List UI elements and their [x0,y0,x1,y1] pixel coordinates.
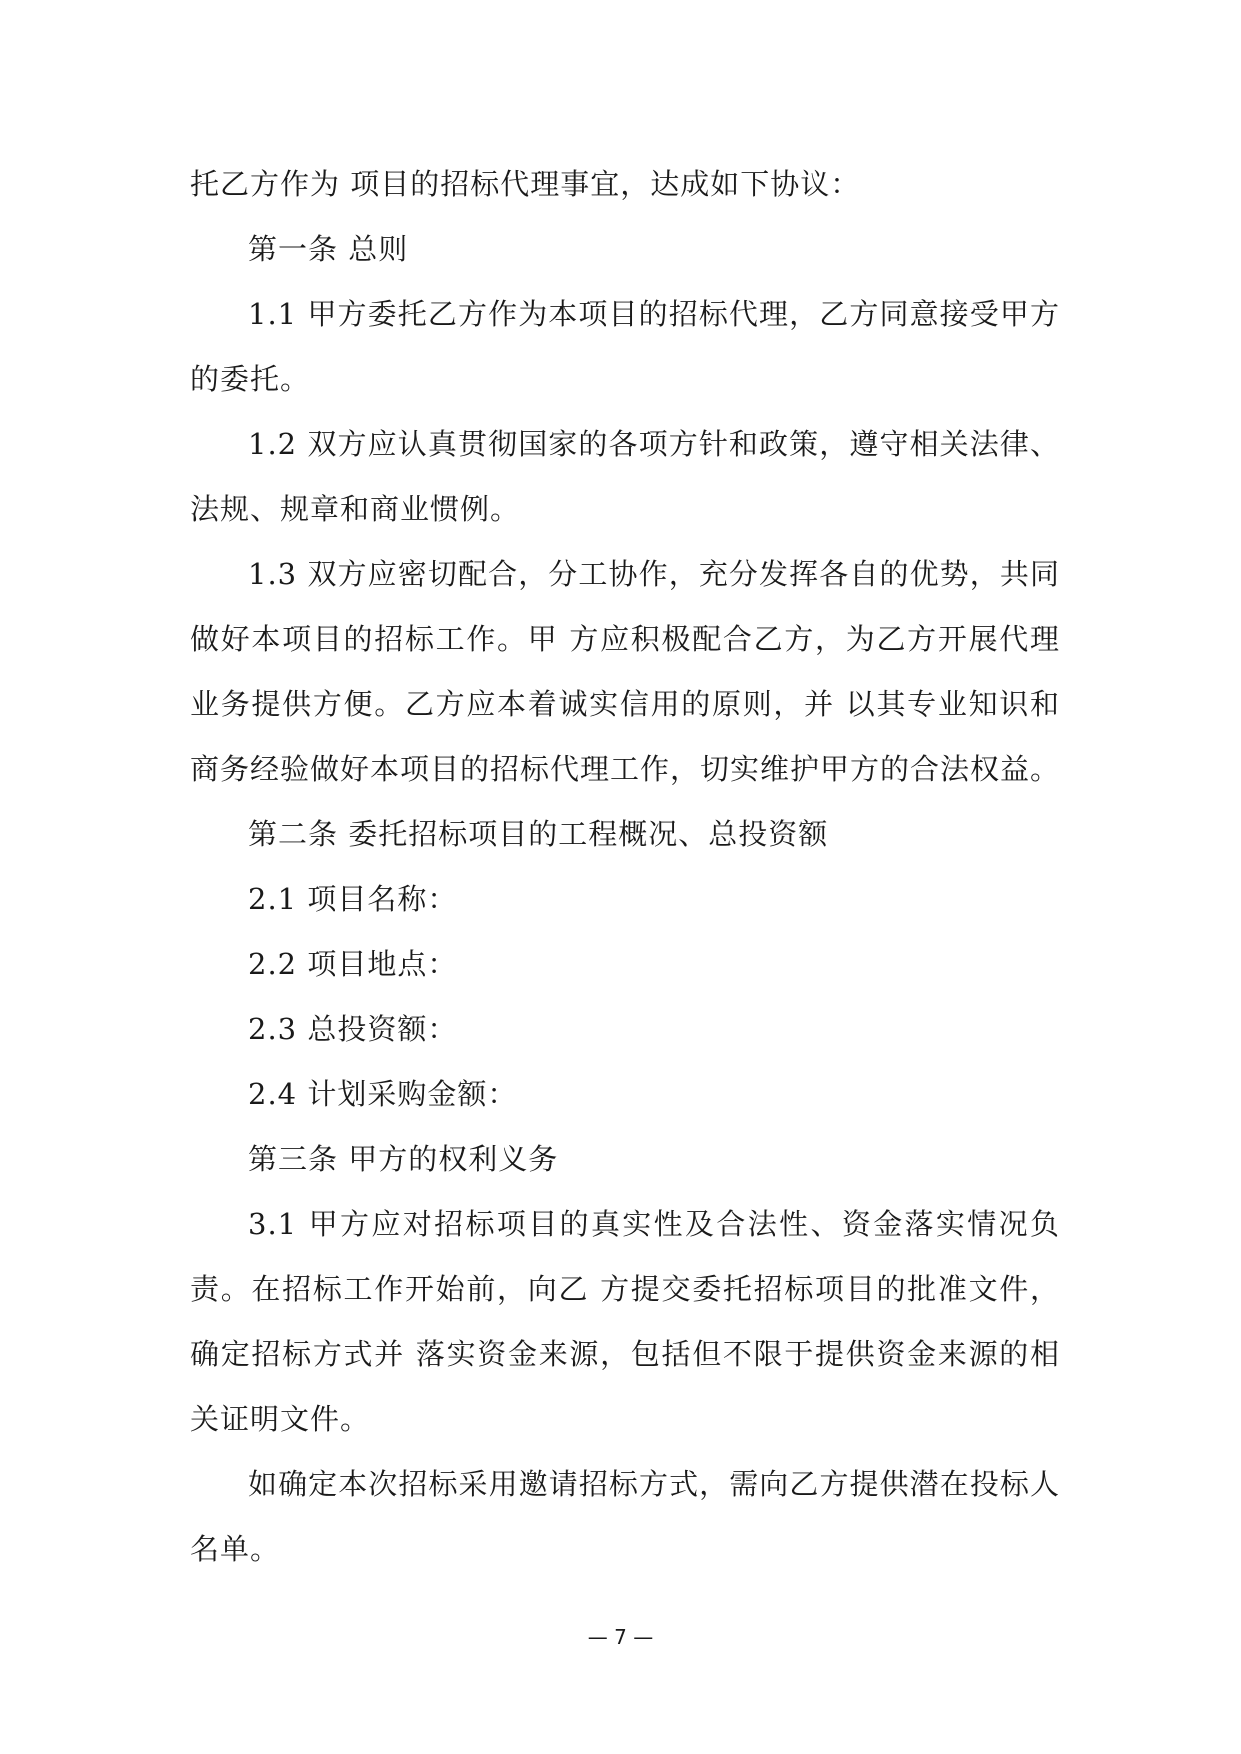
clause-2-4: 2.4 计划采购金额： [248,1077,518,1111]
heading-article-1: 第一条 总则 [248,232,409,266]
heading-article-2: 第二条 委托招标项目的工程概况、总投资额 [248,817,829,851]
paragraph-intro: 托乙方作为 项目的招标代理事宜，达成如下协议： [190,167,861,201]
document-body [190,152,1060,1582]
heading-article-3: 第三条 甲方的权利义务 [248,1142,559,1176]
clause-1-3: 1.3 双方应密切配合，分工协作，充分发挥各自的优势，共同做好本项目的招标工作。甲 方应积极配合乙方，为乙方开展代理业务提供方便。乙方应本着诚实信用的原则，并 以其专业知识和商务经验做好本项目的招标代理工作，切实维护甲方的合法权益。 [190,557,1061,786]
clause-2-2: 2.2 项目地点： [248,947,458,981]
clause-1-1: 1.1 甲方委托乙方作为本项目的招标代理，乙方同意接受甲方的委托。 [190,297,1060,396]
clause-3-1-invite: 如确定本次招标采用邀请招标方式，需向乙方提供潜在投标人名单。 [190,1467,1060,1566]
clause-2-3: 2.3 总投资额： [248,1012,458,1046]
clause-2-1: 2.1 项目名称： [248,882,458,916]
page-number: — 7 — [587,1625,654,1649]
clause-1-2: 1.2 双方应认真贯彻国家的各项方针和政策，遵守相关法律、法规、规章和商业惯例。 [190,427,1060,526]
clause-3-1: 3.1 甲方应对招标项目的真实性及合法性、资金落实情况负责。在招标工作开始前，向乙 方提交委托招标项目的批准文件，确定招标方式并 落实资金来源，包括但不限于提供资金来源的相关证明文件。 [190,1207,1060,1436]
